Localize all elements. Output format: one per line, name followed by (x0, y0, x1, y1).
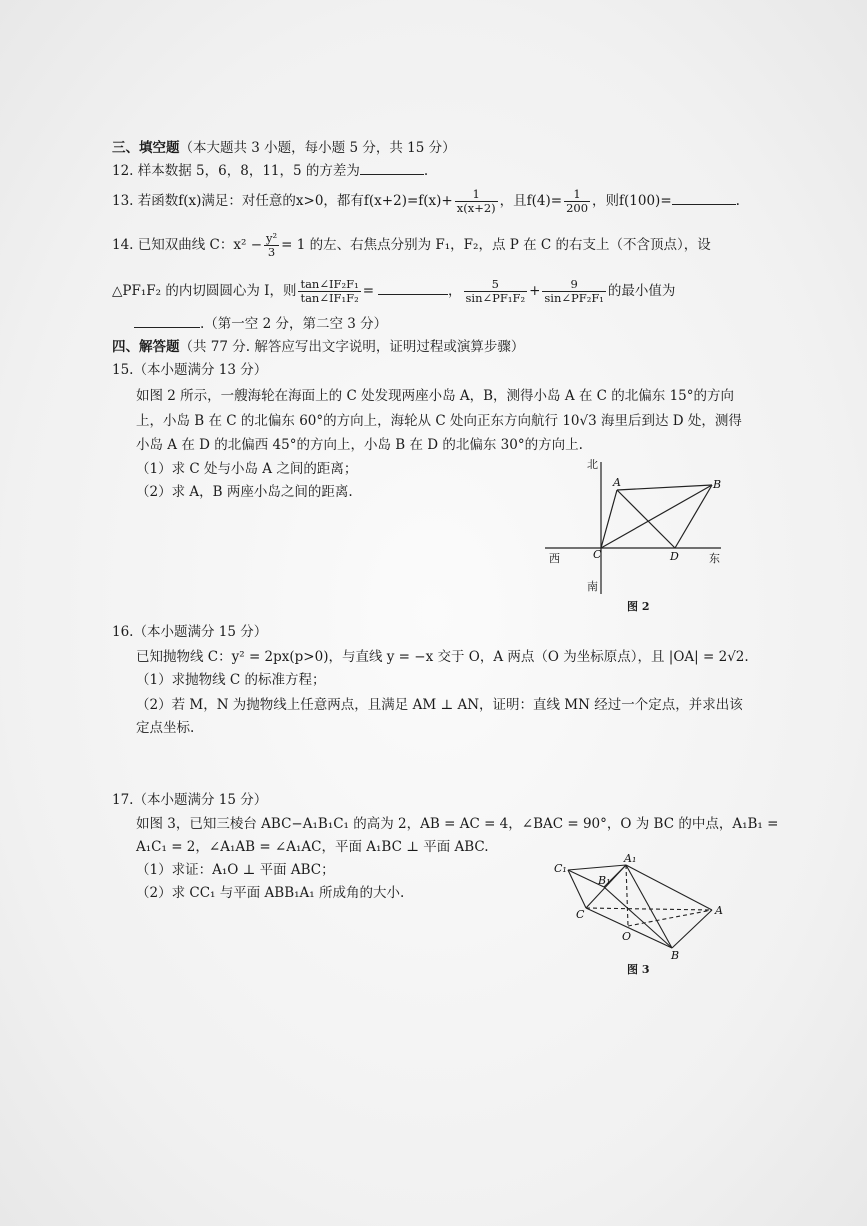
section-3-heading-line (112, 139, 456, 157)
q13-frac1-num: 1 (455, 188, 498, 202)
q15-paragraph-1: 如图 2 所示，一艘海轮在海面上的 C 处发现两座小岛 A，B，测得小岛 A 在 C 的北偏东 15°的方向 (136, 388, 735, 404)
q14-line2b: 的最小值为 (607, 283, 676, 299)
fig3-label-C: C (576, 908, 585, 921)
q13-frac1-den: x(x+2) (456, 201, 496, 215)
q14-sin-fraction-2 (542, 278, 606, 305)
q12-answer-blank (360, 162, 424, 175)
q14-answer-blank-2 (134, 315, 200, 328)
fig2-label-west: 西 (549, 552, 560, 565)
q14-line2a: △PF₁F₂ 的内切圆圆心为 I，则 (112, 283, 297, 299)
fig3-caption: 图 3 (627, 963, 650, 976)
q14-sin1-den: sin∠PF₁F₂ (465, 291, 526, 305)
fig3-edge-C1C (568, 870, 586, 908)
q14-hyp-num: y² (266, 231, 278, 245)
fig3-label-B: B (671, 949, 680, 962)
section-4-note: （共 77 分. 解答应写出文字说明，证明过程或演算步骤） (179, 339, 525, 355)
q15-paragraph-2: 上，小岛 B 在 C 的北偏东 60°的方向上，海轮从 C 处向正东方向航行 10√3 海里后到达 D 处，测得 (136, 413, 742, 429)
question-12 (112, 162, 428, 180)
q16-subquestion-2-cont: 定点坐标. (136, 720, 195, 736)
question-14-line-1 (112, 228, 711, 262)
q13-frac2-num: 1 (564, 188, 590, 202)
fig2-label-B: B (713, 478, 722, 491)
q16-paragraph-1: 已知抛物线 C：y² = 2px(p>0)，与直线 y = −x 交于 O，A 两点（O 为坐标原点），且 |OA| = 2√2. (136, 649, 749, 665)
q14-answer-blank-1 (378, 282, 448, 295)
q14-lead2: = 1 的左、右焦点分别为 F₁，F₂，点 P 在 C 的右支上（不含顶点），设 (281, 237, 711, 253)
fig2-label-south: 南 (587, 580, 598, 593)
q14-tan-fraction (298, 278, 360, 305)
fig3-edge-OA (628, 910, 712, 926)
section-4-heading-line (112, 338, 524, 356)
q16-title: 16.（本小题满分 15 分） (112, 624, 268, 640)
q14-eq: = (362, 283, 375, 299)
q13-mid: ，且f(4)= (499, 193, 563, 209)
fig3-label-O: O (622, 930, 632, 943)
fig3-edge-BA (672, 910, 712, 948)
fig2-segment-CB (601, 485, 712, 548)
q13-frac2-den: 200 (566, 201, 589, 215)
q14-hyp-den: 3 (267, 245, 276, 259)
section-3-heading: 三、填空题 (112, 140, 180, 156)
fig3-label-A: A (715, 904, 723, 917)
question-14-line-2 (112, 273, 675, 309)
question-13 (112, 186, 740, 216)
q12-end: . (423, 163, 429, 179)
q15-paragraph-3: 小岛 A 在 D 的北偏西 45°的方向上，小岛 B 在 D 的北偏东 30°的方向上. (136, 437, 583, 453)
fig2-label-A: A (613, 476, 621, 489)
fig3-edge-C1A1 (568, 865, 626, 870)
q17-paragraph-1: 如图 3，已知三棱台 ABC−A₁B₁C₁ 的高为 2，AB = AC = 4，∠BAC = 90°，O 为 BC 的中点，A₁B₁ = (136, 816, 779, 832)
q15-title: 15.（本小题满分 13 分） (112, 362, 268, 378)
question-14-line-3 (134, 315, 387, 333)
q14-lead: 14. 已知双曲线 C：x² − (112, 237, 263, 253)
q17-paragraph-2: A₁C₁ = 2，∠A₁AB = ∠A₁AC，平面 A₁BC ⊥ 平面 ABC. (136, 839, 489, 855)
q17-subquestion-2: （2）求 CC₁ 与平面 ABB₁A₁ 所成角的大小. (136, 885, 405, 901)
q17-subquestion-1: （1）求证：A₁O ⊥ 平面 ABC； (136, 862, 335, 878)
fig3-label-C1: C₁ (554, 862, 567, 875)
fig3-edge-A1O (626, 865, 628, 926)
q13-fraction-2 (564, 188, 590, 215)
q13-fraction-1 (455, 188, 498, 215)
fig2-segment-AB (617, 485, 712, 490)
q14-sin2-den: sin∠PF₂F₁ (544, 291, 604, 305)
fig3-label-B1: B₁ (598, 874, 611, 887)
figure-3-diagram (548, 852, 733, 964)
q14-comma: ， (448, 283, 462, 299)
q17-title: 17.（本小题满分 15 分） (112, 792, 268, 808)
q13-end: . (735, 193, 740, 209)
q14-plus: + (529, 283, 541, 299)
section-4-heading: 四、解答题 (112, 339, 180, 355)
q13-lead: 13. 若函数f(x)满足：对任意的x>0，都有f(x+2)=f(x)+ (112, 193, 453, 209)
q14-line3: .（第一空 2 分，第二空 3 分） (200, 316, 388, 332)
q12-text: 12. 样本数据 5，6，8，11，5 的方差为 (112, 163, 360, 179)
fig2-label-C: C (593, 548, 602, 561)
q14-hyperbola-fraction (264, 232, 279, 259)
fig2-label-D: D (670, 550, 679, 563)
q14-sin2-num: 9 (542, 278, 606, 292)
fig2-segment-AD (617, 490, 675, 548)
q13-answer-blank (672, 192, 736, 205)
q14-sin1-num: 5 (464, 278, 528, 292)
figure-2-diagram (545, 452, 735, 612)
q13-tail: ，则f(100)= (592, 193, 672, 209)
q16-subquestion-2: （2）若 M，N 为抛物线上任意两点，且满足 AM ⊥ AN，证明：直线 MN 经过一个定点，并求出该 (136, 697, 743, 713)
fig2-label-north: 北 (587, 458, 598, 471)
q14-sin-fraction-1 (464, 278, 528, 305)
q14-tan-num: tan∠IF₂F₁ (300, 277, 359, 291)
q15-subquestion-1: （1）求 C 处与小岛 A 之间的距离； (136, 461, 358, 477)
fig3-edge-B1B (604, 887, 672, 948)
fig3-edge-CA (586, 908, 712, 910)
fig2-label-east: 东 (709, 552, 720, 565)
section-3-note: （本大题共 3 小题，每小题 5 分，共 15 分） (179, 140, 456, 156)
q15-subquestion-2: （2）求 A，B 两座小岛之间的距离. (136, 484, 353, 500)
q16-subquestion-1: （1）求抛物线 C 的标准方程； (136, 672, 326, 688)
fig3-label-A1: A₁ (624, 852, 637, 865)
fig2-segment-DB (675, 485, 712, 548)
q14-tan-den: tan∠IF₁F₂ (300, 291, 359, 305)
fig2-caption: 图 2 (627, 600, 650, 613)
fig2-segment-CA (601, 490, 617, 548)
